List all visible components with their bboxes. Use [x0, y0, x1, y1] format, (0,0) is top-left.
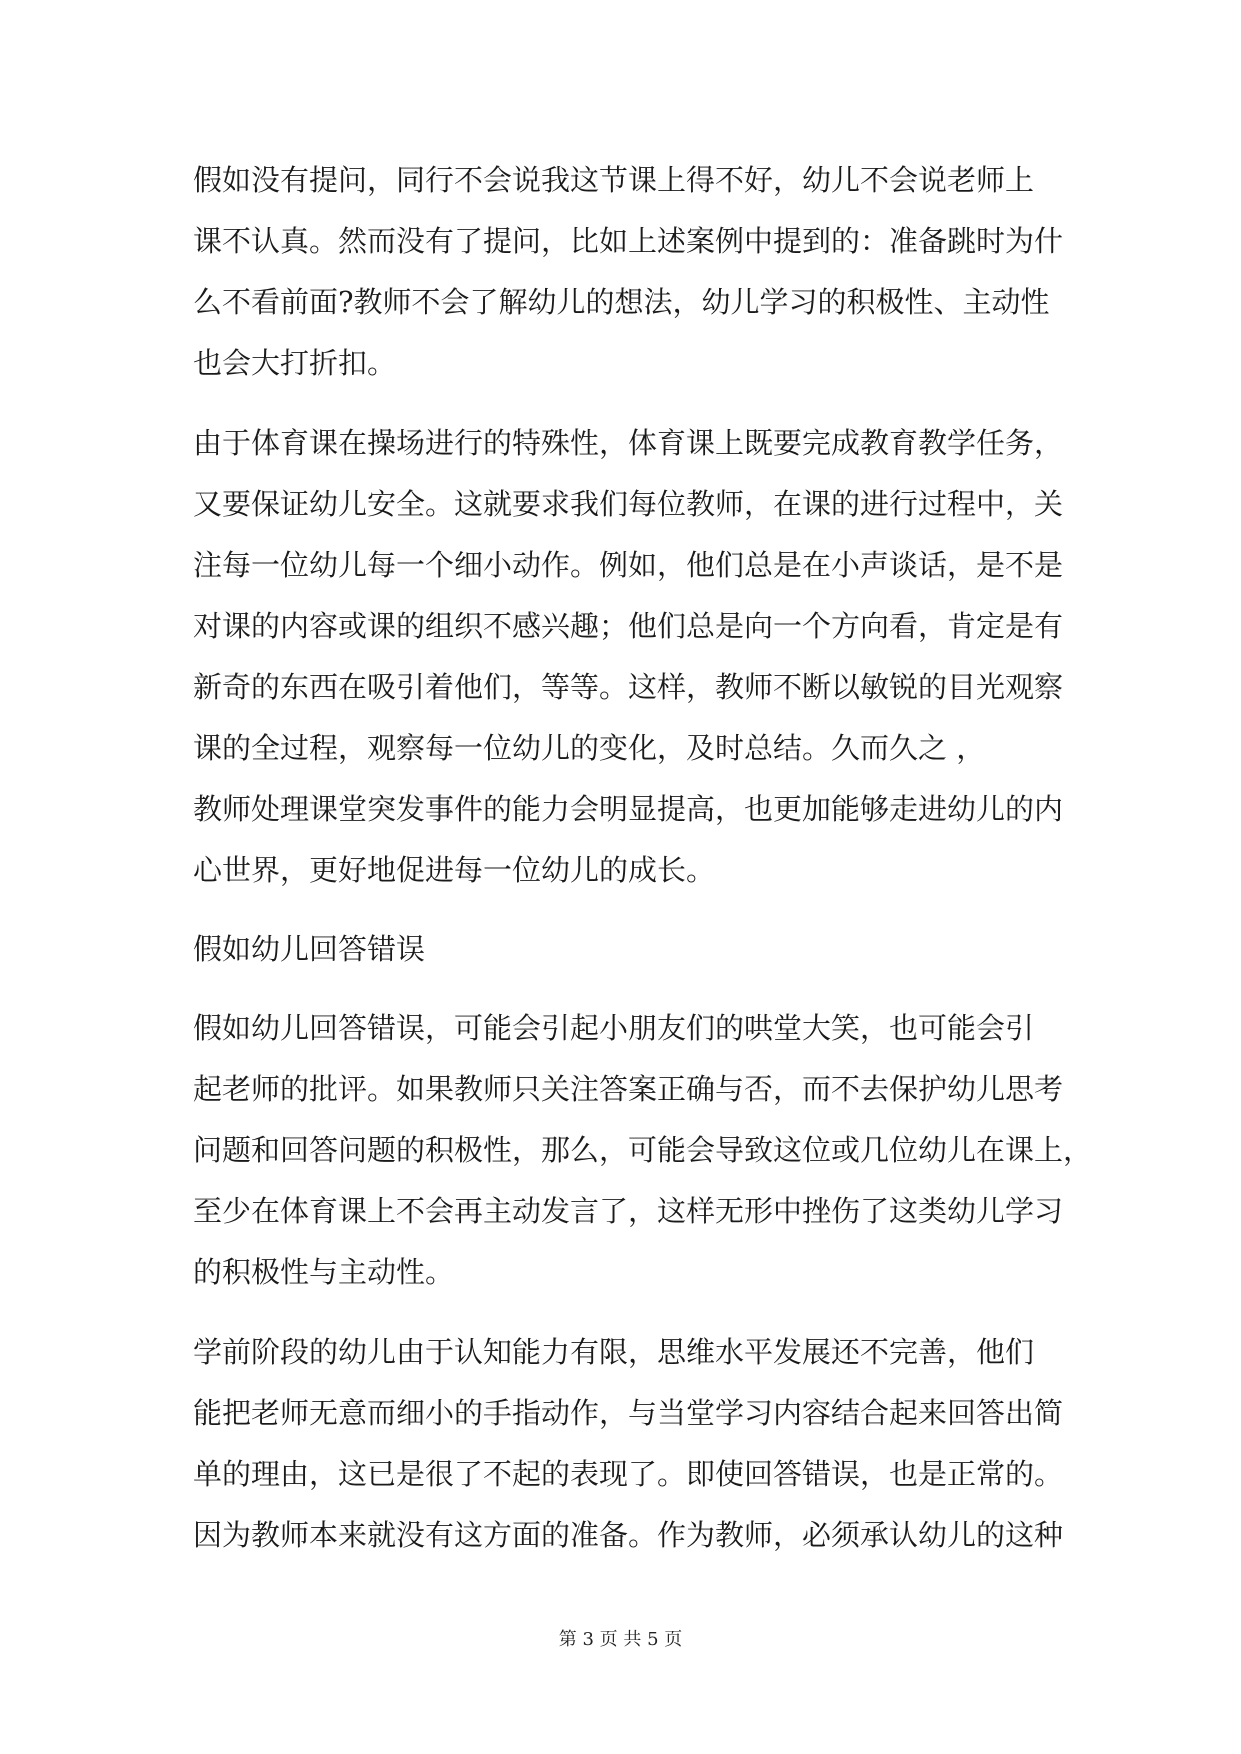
text-line: 因为教师本来就没有这方面的准备。作为教师，必须承认幼儿的这种 [193, 1518, 1064, 1552]
text-line: 教师处理课堂突发事件的能力会明显提高，也更加能够走进幼儿的内 [193, 792, 1064, 826]
text-line: 注每一位幼儿每一个细小动作。例如，他们总是在小声谈话，是不是 [193, 548, 1064, 582]
text-line: 问题和回答问题的积极性，那么，可能会导致这位或几位幼儿在课上， [193, 1133, 1093, 1167]
text-line: 假如幼儿回答错误，可能会引起小朋友们的哄堂大笑，也可能会引 [193, 1011, 1035, 1045]
text-line: 新奇的东西在吸引着他们，等等。这样，教师不断以敏锐的目光观察 [193, 670, 1064, 704]
text-line: 么不看前面?教师不会了解幼儿的想法，幼儿学习的积极性、主动性 [193, 285, 1050, 319]
text-line: 心世界，更好地促进每一位幼儿的成长。 [193, 853, 716, 887]
text-line: 能把老师无意而细小的手指动作，与当堂学习内容结合起来回答出简 [193, 1396, 1064, 1430]
section-heading: 假如幼儿回答错误 [193, 932, 426, 966]
text-line: 假如没有提问，同行不会说我这节课上得不好，幼儿不会说老师上 [193, 163, 1035, 197]
text-line: 课的全过程，观察每一位幼儿的变化，及时总结。久而久之 ， [193, 731, 986, 765]
text-line: 由于体育课在操场进行的特殊性，体育课上既要完成教育教学任务， [193, 426, 1064, 460]
text-line: 的积极性与主动性。 [193, 1255, 455, 1289]
page-number-footer: 第 3 页 共 5 页 [558, 1629, 683, 1650]
text-line: 也会大打折扣。 [193, 346, 397, 380]
text-line: 至少在体育课上不会再主动发言了，这样无形中挫伤了这类幼儿学习 [193, 1194, 1064, 1228]
text-line: 课不认真。然而没有了提问，比如上述案例中提到的：准备跳时为什 [193, 224, 1064, 258]
text-line: 又要保证幼儿安全。这就要求我们每位教师，在课的进行过程中，关 [193, 487, 1064, 521]
text-line: 对课的内容或课的组织不感兴趣；他们总是向一个方向看，肯定是有 [193, 609, 1064, 643]
text-line: 单的理由，这已是很了不起的表现了。即使回答错误，也是正常的。 [193, 1457, 1064, 1491]
text-line: 起老师的批评。如果教师只关注答案正确与否，而不去保护幼儿思考 [193, 1072, 1064, 1106]
text-line: 学前阶段的幼儿由于认知能力有限，思维水平发展还不完善，他们 [193, 1335, 1035, 1369]
